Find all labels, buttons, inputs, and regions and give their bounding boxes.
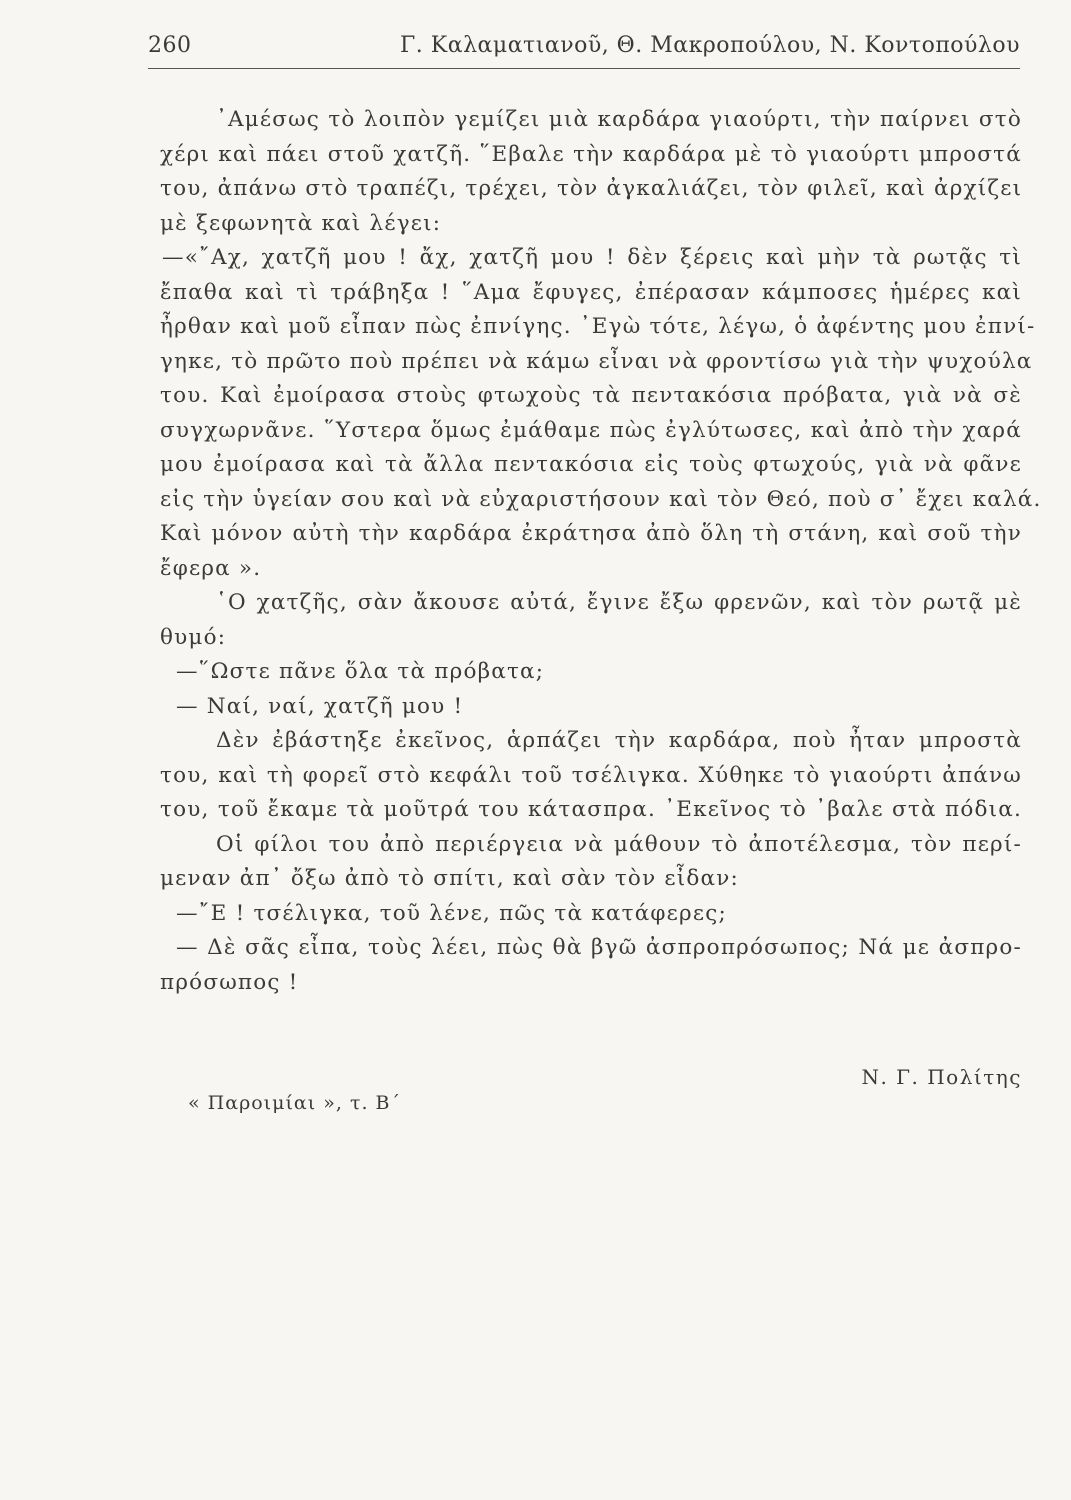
header-rule	[148, 68, 1020, 69]
text-line: —«῎Αχ, χατζῆ μου ! ἄχ, χατζῆ μου ! δὲν ξέρεις καὶ μὴν τὰ ρωτᾷς τὶ	[162, 245, 1022, 270]
text-line: ἔφερα ».	[160, 555, 262, 581]
text-line: πρόσωπος !	[160, 969, 299, 995]
text-line: — Ναί, ναί, χατζῆ μου !	[176, 693, 464, 719]
text-line: μεναν ἀπ᾽ ὄξω ἀπὸ τὸ σπίτι, καὶ σὰν τὸν εἶδαν:	[160, 866, 739, 891]
text-line: του, ἀπάνω στὸ τραπέζι, τρέχει, τὸν ἀγκαλιάζει, τὸν φιλεῖ, καὶ ἀρχίζει	[160, 176, 1023, 201]
text-line: συγχωρνᾶνε. ῞Υστερα ὅμως ἐμάθαμε πὼς ἐγλύτωσες, καὶ ἀπὸ τὴν χαρά	[160, 417, 1022, 443]
text-line: — Δὲ σᾶς εἶπα, τοὺς λέει, πὼς θὰ βγῶ ἀσπροπρόσωπος; Νά με ἀσπρο-	[176, 935, 1022, 960]
text-line: Καὶ μόνον αὐτὴ τὴν καρδάρα ἐκράτησα ἀπὸ ὅλη τὴ στάνη, καὶ σοῦ τὴν	[160, 521, 1022, 546]
text-line: θυμό:	[160, 624, 227, 650]
text-line: του, καὶ τὴ φορεῖ στὸ κεφάλι τοῦ τσέλιγκα. Χύθηκε τὸ γιαούρτι ἀπάνω	[160, 762, 1022, 788]
text-line: —῞Ωστε πᾶνε ὅλα τὰ πρόβατα;	[176, 659, 545, 684]
author-name: Ν. Γ. Πολίτης	[861, 1065, 1022, 1089]
page-number: 260	[148, 33, 192, 58]
text-line: εἰς τὴν ὑγείαν σου καὶ νὰ εὐχαριστήσουν καὶ τὸν Θεό, ποὺ σ᾽ ἔχει καλά.	[160, 486, 1042, 512]
text-line: ῾Ο χατζῆς, σὰν ἄκουσε αὐτά, ἔγινε ἔξω φρενῶν, καὶ τὸν ρωτᾷ μὲ	[216, 590, 1022, 615]
text-line: Οἱ φίλοι του ἀπὸ περιέργεια νὰ μάθουν τὸ ἀποτέλεσμα, τὸν περί-	[216, 831, 1022, 857]
running-title: Γ. Καλαματιανοῦ, Θ. Μακροπούλου, Ν. Κοντοπούλου	[400, 33, 1020, 58]
text-line: του, τοῦ ἔκαμε τὰ μοῦτρά του κάτασπρα. ᾽Εκεῖνος τὸ ᾽βαλε στὰ πόδια.	[160, 797, 1022, 822]
text-line: γηκε, τὸ πρῶτο ποὺ πρέπει νὰ κάμω εἶναι νὰ φροντίσω γιὰ τὴν ψυχούλα	[160, 348, 1033, 374]
text-line: του. Καὶ ἐμοίρασα στοὺς φτωχοὺς τὰ πεντακόσια πρόβατα, γιὰ νὰ σὲ	[160, 383, 1022, 408]
text-line: ᾽Αμέσως τὸ λοιπὸν γεμίζει μιὰ καρδάρα γιαούρτι, τὴν παίρνει στὸ	[216, 107, 1022, 132]
text-line: χέρι καὶ πάει στοῦ χατζῆ. ῞Εβαλε τὴν καρδάρα μὲ τὸ γιαούρτι μπροστά	[160, 141, 1022, 167]
page-header	[148, 33, 1020, 67]
text-line: Δὲν ἐβάστηξε ἐκεῖνος, ἁρπάζει τὴν καρδάρα, ποὺ ἦταν μπροστὰ	[216, 728, 1022, 753]
text-line: ἦρθαν καὶ μοῦ εἶπαν πὼς ἐπνίγης. ᾽Εγὼ τότε, λέγω, ὁ ἀφέντης μου ἐπνί-	[160, 314, 1036, 339]
source-citation: « Παροιμίαι », τ. Β΄	[188, 1092, 401, 1114]
text-line: —῎Ε ! τσέλιγκα, τοῦ λένε, πῶς τὰ κατάφερες;	[176, 900, 727, 926]
text-line: μου ἐμοίρασα καὶ τὰ ἄλλα πεντακόσια εἰς τοὺς φτωχούς, γιὰ νὰ φᾶνε	[160, 452, 1022, 477]
body-text	[160, 103, 1042, 1000]
text-line: μὲ ξεφωνητὰ καὶ λέγει:	[160, 210, 442, 236]
text-line: ἔπαθα καὶ τὶ τράβηξα ! ῞Αμα ἔφυγες, ἐπέρασαν κάμποσες ἡμέρες καὶ	[160, 279, 1022, 305]
